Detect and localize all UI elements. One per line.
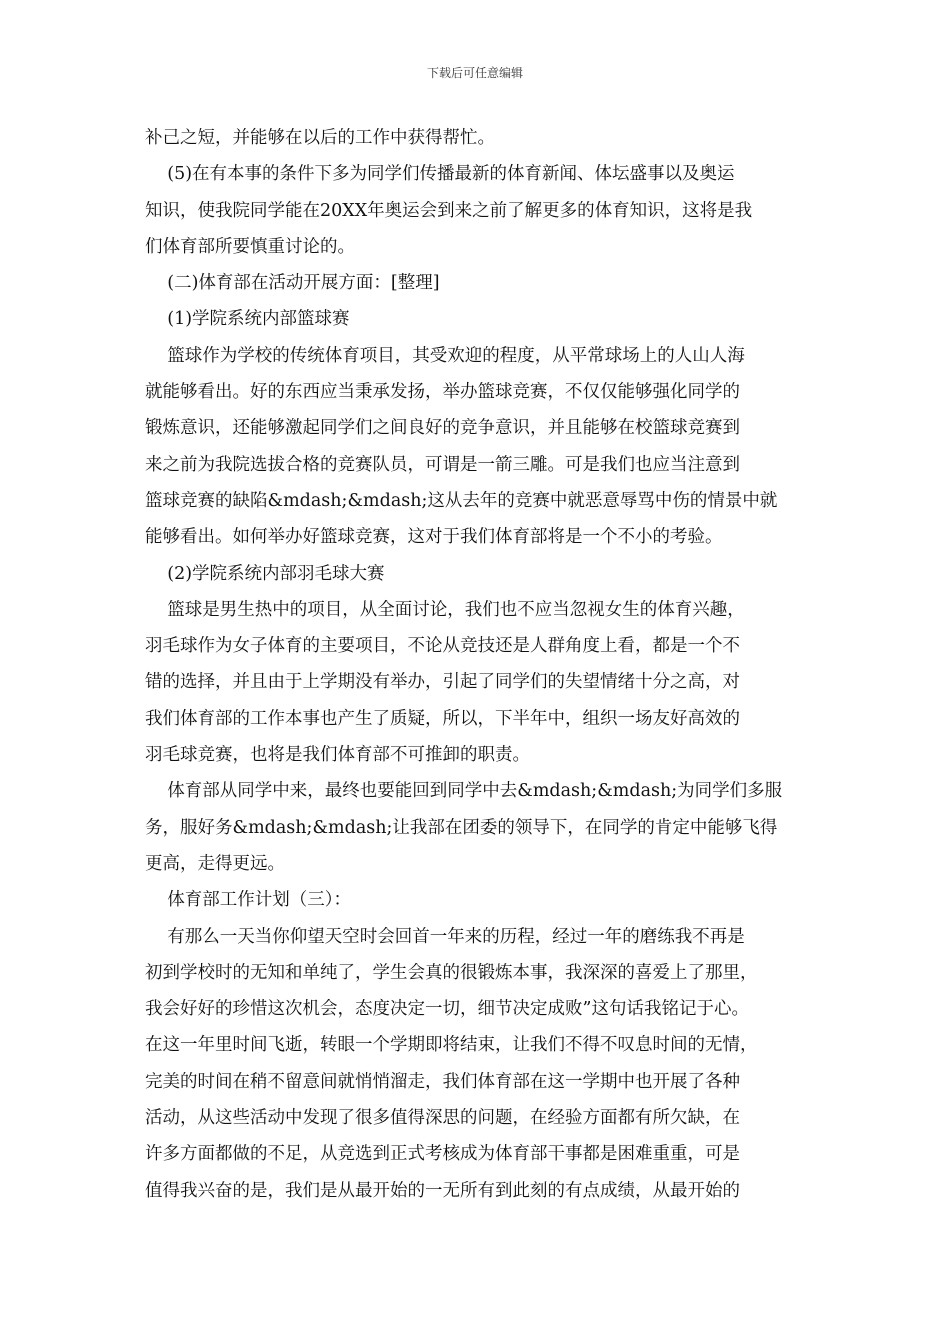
text-line: 错的选择，并且由于上学期没有举办，引起了同学们的失望情绪十分之高，对	[145, 672, 740, 693]
text-line: 补己之短，并能够在以后的工作中获得帮忙。	[145, 128, 495, 148]
text-line: 篮球是男生热中的项目，从全面讨论，我们也不应当忽视女生的体育兴趣，	[145, 599, 745, 620]
text-line: 锻炼意识，还能够激起同学们之间良好的竞争意识，并且能够在校篮球竞赛到	[145, 418, 740, 439]
text-line: 我会好好的珍惜这次机会，态度决定一切，细节决定成败”这句话我铭记于心。	[145, 999, 749, 1020]
text-line: 更高，走得更远。	[145, 853, 285, 874]
text-line: 有那么一天当你仰望天空时会回首一年来的历程，经过一年的磨练我不再是	[145, 926, 745, 947]
text-line: 羽毛球作为女子体育的主要项目，不论从竞技还是人群角度上看，都是一个不	[145, 636, 740, 657]
text-line: 体育部从同学中来，最终也要能回到同学中去&mdash;&mdash;为同学们多服	[145, 781, 783, 802]
text-line: 在这一年里时间飞逝，转眼一个学期即将结束，让我们不得不叹息时间的无情，	[145, 1035, 758, 1056]
text-line: 篮球竞赛的缺陷&mdash;&mdash;这从去年的竞赛中就恶意辱骂中伤的情景中就	[145, 490, 778, 511]
text-line: 们体育部所要慎重讨论的。	[145, 236, 355, 257]
text-line: 完美的时间在稍不留意间就悄悄溜走，我们体育部在这一学期中也开展了各种	[145, 1071, 740, 1092]
text-line: 务，服好务&mdash;&mdash;让我部在团委的领导下，在同学的肯定中能够飞得	[145, 817, 778, 838]
text-line: (二)体育部在活动开展方面：[整理]	[145, 273, 440, 294]
text-line: 初到学校时的无知和单纯了，学生会真的很锻炼本事，我深深的喜爱上了那里，	[145, 962, 758, 983]
text-line: 活动，从这些活动中发现了很多值得深思的问题，在经验方面都有所欠缺，在	[145, 1108, 740, 1129]
text-line: 篮球作为学校的传统体育项目，其受欢迎的程度，从平常球场上的人山人海	[145, 345, 745, 366]
text-line: (1)学院系统内部篮球赛	[145, 309, 350, 330]
text-line: 能够看出。如何举办好篮球竞赛，这对于我们体育部将是一个不小的考验。	[145, 527, 723, 548]
text-line: 来之前为我院选拔合格的竞赛队员，可谓是一箭三雕。可是我们也应当注意到	[145, 454, 740, 475]
text-line: 许多方面都做的不足，从竞选到正式考核成为体育部干事都是困难重重，可是	[145, 1144, 740, 1165]
text-line: 羽毛球竞赛，也将是我们体育部不可推卸的职责。	[145, 745, 530, 766]
text-line: 知识，使我院同学能在20XX年奥运会到来之前了解更多的体育知识，这将是我	[145, 200, 753, 221]
document-body	[145, 120, 815, 1209]
text-line: 我们体育部的工作本事也产生了质疑，所以，下半年中，组织一场友好高效的	[145, 708, 740, 729]
text-line: 就能够看出。好的东西应当秉承发扬，举办篮球竞赛，不仅仅能够强化同学的	[145, 382, 740, 403]
text-line: 值得我兴奋的是，我们是从最开始的一无所有到此刻的有点成绩，从最开始的	[145, 1180, 740, 1201]
text-line: 体育部工作计划（三）：	[145, 890, 352, 911]
page-header: 下载后可任意编辑	[426, 66, 523, 80]
text-line: (2)学院系统内部羽毛球大赛	[145, 563, 385, 584]
text-line: (5)在有本事的条件下多为同学们传播最新的体育新闻、体坛盛事以及奥运	[145, 164, 735, 185]
